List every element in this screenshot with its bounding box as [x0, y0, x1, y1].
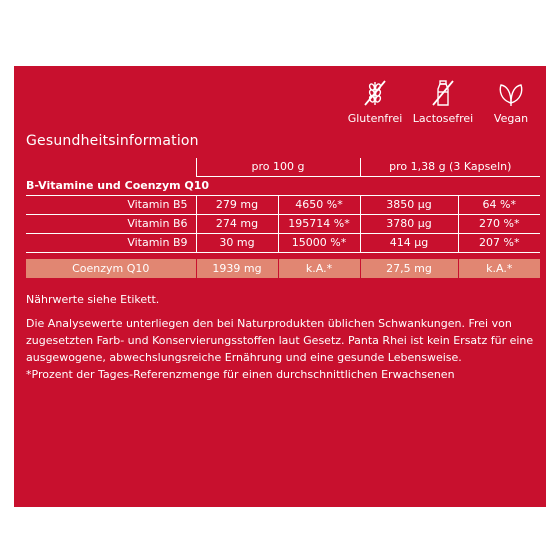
percent-per-serving: 207 %* [458, 234, 540, 253]
nutrient-name: Vitamin B6 [26, 215, 196, 234]
nutrient-name: Coenzym Q10 [26, 259, 196, 278]
diet-badges [346, 78, 540, 125]
badge-glutenfrei [346, 78, 404, 125]
note-referenz: *Prozent der Tages-Referenzmenge für einen durchschnittlichen Erwachsenen [26, 368, 455, 381]
table-row [26, 215, 540, 234]
note-analyse: Die Analysewerte unterliegen den bei Naturprodukten üblichen Schwankungen. Frei von zugesetzten Farb- und Konservierungsstoffen laut Gesetz. Panta Rhei ist kein Ersatz für eine ausgewogene, abwechslungsreiche Ernährung und eine gesunde Lebensweise. [26, 317, 534, 364]
section-label-row [26, 177, 540, 196]
nutrition-panel [14, 66, 546, 507]
nutrient-name: Vitamin B9 [26, 234, 196, 253]
table-header-row [26, 158, 540, 177]
percent-per-100g: k.A.* [278, 259, 360, 278]
value-per-serving: 3780 µg [360, 215, 458, 234]
badge-lactosefrei [414, 78, 472, 125]
percent-per-serving: 64 %* [458, 196, 540, 215]
percent-per-100g: 4650 %* [278, 196, 360, 215]
percent-per-serving: k.A.* [458, 259, 540, 278]
wheat-crossed-icon [360, 78, 390, 108]
badge-label-lactosefrei: Lactosefrei [412, 112, 474, 125]
value-per-100g: 1939 mg [196, 259, 278, 278]
badge-label-vegan: Vegan [493, 112, 529, 125]
value-per-100g: 279 mg [196, 196, 278, 215]
value-per-100g: 30 mg [196, 234, 278, 253]
value-per-100g: 274 mg [196, 215, 278, 234]
section-label: B-Vitamine und Coenzym Q10 [26, 179, 210, 192]
value-per-serving: 3850 µg [360, 196, 458, 215]
section-title: Gesundheitsinformation [26, 133, 199, 149]
leaf-icon [496, 78, 526, 108]
note-etikett: Nährwerte siehe Etikett. [26, 293, 160, 306]
col-group-per-serving: pro 1,38 g (3 Kapseln) [360, 158, 540, 177]
percent-per-100g: 195714 %* [278, 215, 360, 234]
table-row [26, 196, 540, 215]
col-group-per-100g: pro 100 g [196, 158, 360, 177]
percent-per-serving: 270 %* [458, 215, 540, 234]
value-per-serving: 27,5 mg [360, 259, 458, 278]
milk-bottle-crossed-icon [428, 78, 458, 108]
table-row-highlight [26, 259, 540, 278]
percent-per-100g: 15000 %* [278, 234, 360, 253]
table-row [26, 234, 540, 253]
nutrition-table [26, 158, 540, 278]
badge-vegan [482, 78, 540, 125]
badge-label-glutenfrei: Glutenfrei [347, 112, 403, 125]
nutrient-name: Vitamin B5 [26, 196, 196, 215]
value-per-serving: 414 µg [360, 234, 458, 253]
